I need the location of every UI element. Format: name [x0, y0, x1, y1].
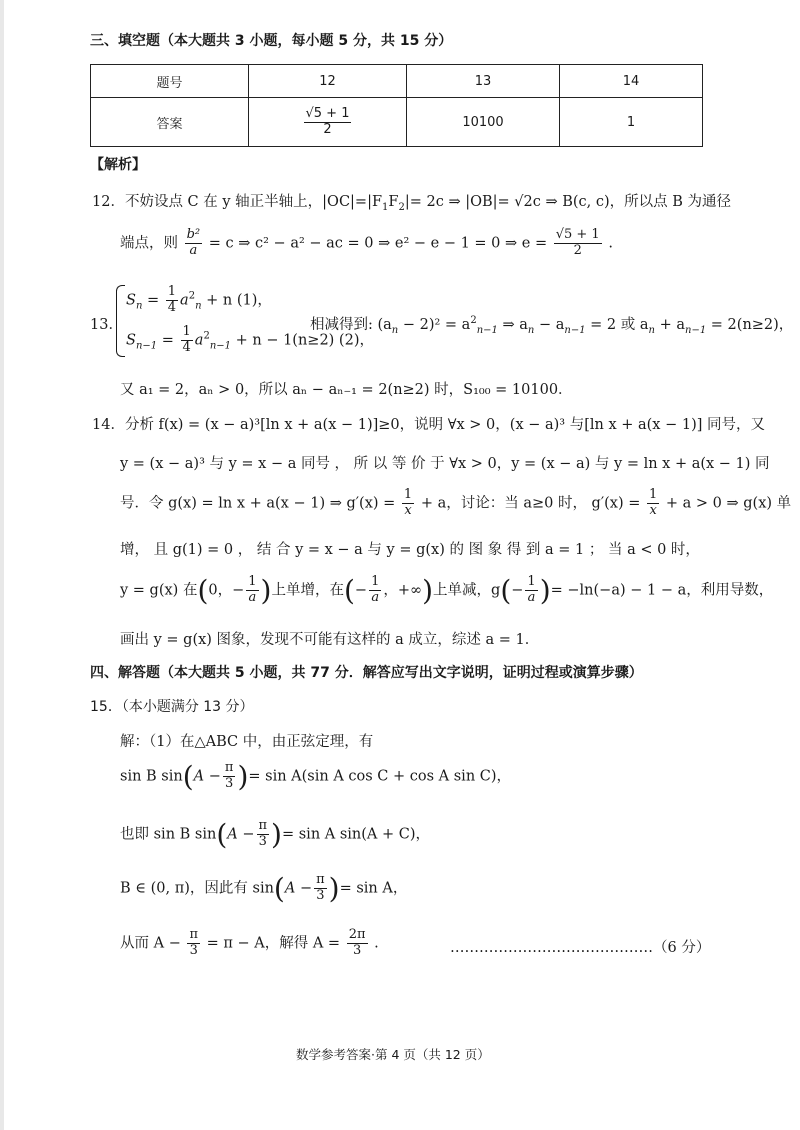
- ans12-numerator: √5 + 1: [305, 105, 350, 121]
- q14-line2: y = (x − a)³ 与 y = x − a 同号 ， 所 以 等 价 于 ∀x > 0，y = (x − a) 与 y = ln x + a(x − 1) 同: [120, 456, 770, 472]
- q14-line3: 号．令 g(x) = ln x + a(x − 1) ⇒ g′(x) = $\frac{1}{x}$ + a，讨论：当 a≥0 时， g′(x) = $\frac{1}{x}$ + a > 0 ⇒ g(x) 单: [120, 487, 792, 518]
- table-number-12: 12: [249, 65, 407, 98]
- q13-number: 13．: [90, 317, 123, 333]
- table-number-13: 13: [407, 65, 560, 98]
- q14-line4: 增， 且 g(1) = 0 ， 结 合 y = x − a 与 y = g(x) 的 图 象 得 到 a = 1 ； 当 a < 0 时，: [120, 542, 700, 558]
- analysis-label: 【解析】: [90, 157, 146, 173]
- q12-line1: 12．不妨设点 C 在 y 轴正半轴上，$|OC|=|F_1F_2|= 2c$ ⇒ |OB|= √2c ⇒ B(c, c)，所以点 B 为通径: [92, 194, 732, 213]
- page-edge: [0, 0, 4, 1130]
- q15-line2: sin B sin(A − $\frac{\pi}{3}$ )= sin A(sin A cos C + cos A sin C)，: [120, 760, 512, 793]
- ans12-denominator: 2: [323, 121, 332, 137]
- q15-line5: 从而 A − $\frac{\pi}{3}$ = π − A，解得 A = $\frac{2\pi}{3}$ .: [120, 927, 379, 958]
- section4-heading: 四、解答题（本大题共 5 小题，共 77 分．解答应写出文字说明，证明过程或演算步骤）: [90, 665, 643, 681]
- q15-line3: 也即 sin B sin(A − $\frac{\pi}{3}$ )= sin A sin(A + C)，: [120, 818, 431, 851]
- page-footer: 数学参考答案·第 4 页（共 12 页）: [296, 1047, 490, 1062]
- q13-line3: 又 a₁ = 2，aₙ > 0，所以 aₙ − aₙ₋₁ = 2(n≥2) 时，S₁₀₀ = 10100．: [120, 382, 573, 398]
- section3-heading: 三、填空题（本大题共 3 小题，每小题 5 分，共 15 分）: [90, 33, 453, 49]
- q15-title: 15．（本小题满分 13 分）: [90, 699, 254, 715]
- q12-line2: 端点，则 $\frac{\text{b²}}{a}$ = c ⇒ c² − a² − ac = 0 ⇒ e² − e − 1 = 0 ⇒ e = $\frac{√5 + 1}{2}$ .: [120, 227, 613, 258]
- q13-eq1: $S_n$ = $\frac{1}{4}$ $a^2_n + n$ (1)，: [126, 284, 272, 315]
- q13-brace: [116, 285, 125, 357]
- q14-line6: 画出 y = g(x) 图象，发现不可能有这样的 a 成立，综述 a = 1．: [120, 632, 540, 648]
- table-answer-label: 答案: [91, 98, 249, 147]
- q14-line5: y = g(x) 在(0，− $\frac{1}{a}$ )上单增，在(− $\frac{1}{a}$ ，+∞)上单减，g(− $\frac{1}{a}$ )= −ln(−a) − 1 − a，利用导数，: [120, 574, 774, 607]
- q14-line1: 14．分析 f(x) = (x − a)³[ln x + a(x − 1)]≥0，说明 ∀x > 0，(x − a)³ 与[ln x + a(x − 1)] 同号，又: [92, 417, 765, 433]
- table-answer-13: 10100: [407, 98, 560, 147]
- q13-eq2: $S_{n-1}$ = $\frac{1}{4}$ $a^2_{n-1} + n - 1(n\ge 2)$ (2)，: [126, 324, 374, 355]
- table-number-14: 14: [560, 65, 703, 98]
- answer-table: [90, 64, 703, 147]
- table-header-label: 题号: [91, 65, 249, 98]
- q15-line1: 解：（1）在△ABC 中，由正弦定理，有: [120, 734, 374, 750]
- q15-line4: B ∈ (0, π)，因此有 sin(A − $\frac{\pi}{3}$ )= sin A，: [120, 872, 408, 905]
- q15-score: ……………………………………（6 分）: [450, 940, 711, 956]
- q13-result: 相减得到: $(a_n - 2)^2 = a^2_{n-1}$ ⇒ $a_n - a_{n-1} = 2$ 或 $a_n + a_{n-1} = 2(n\ge 2)$，: [310, 315, 794, 336]
- table-answer-14: 1: [560, 98, 703, 147]
- table-answer-12: [249, 98, 407, 147]
